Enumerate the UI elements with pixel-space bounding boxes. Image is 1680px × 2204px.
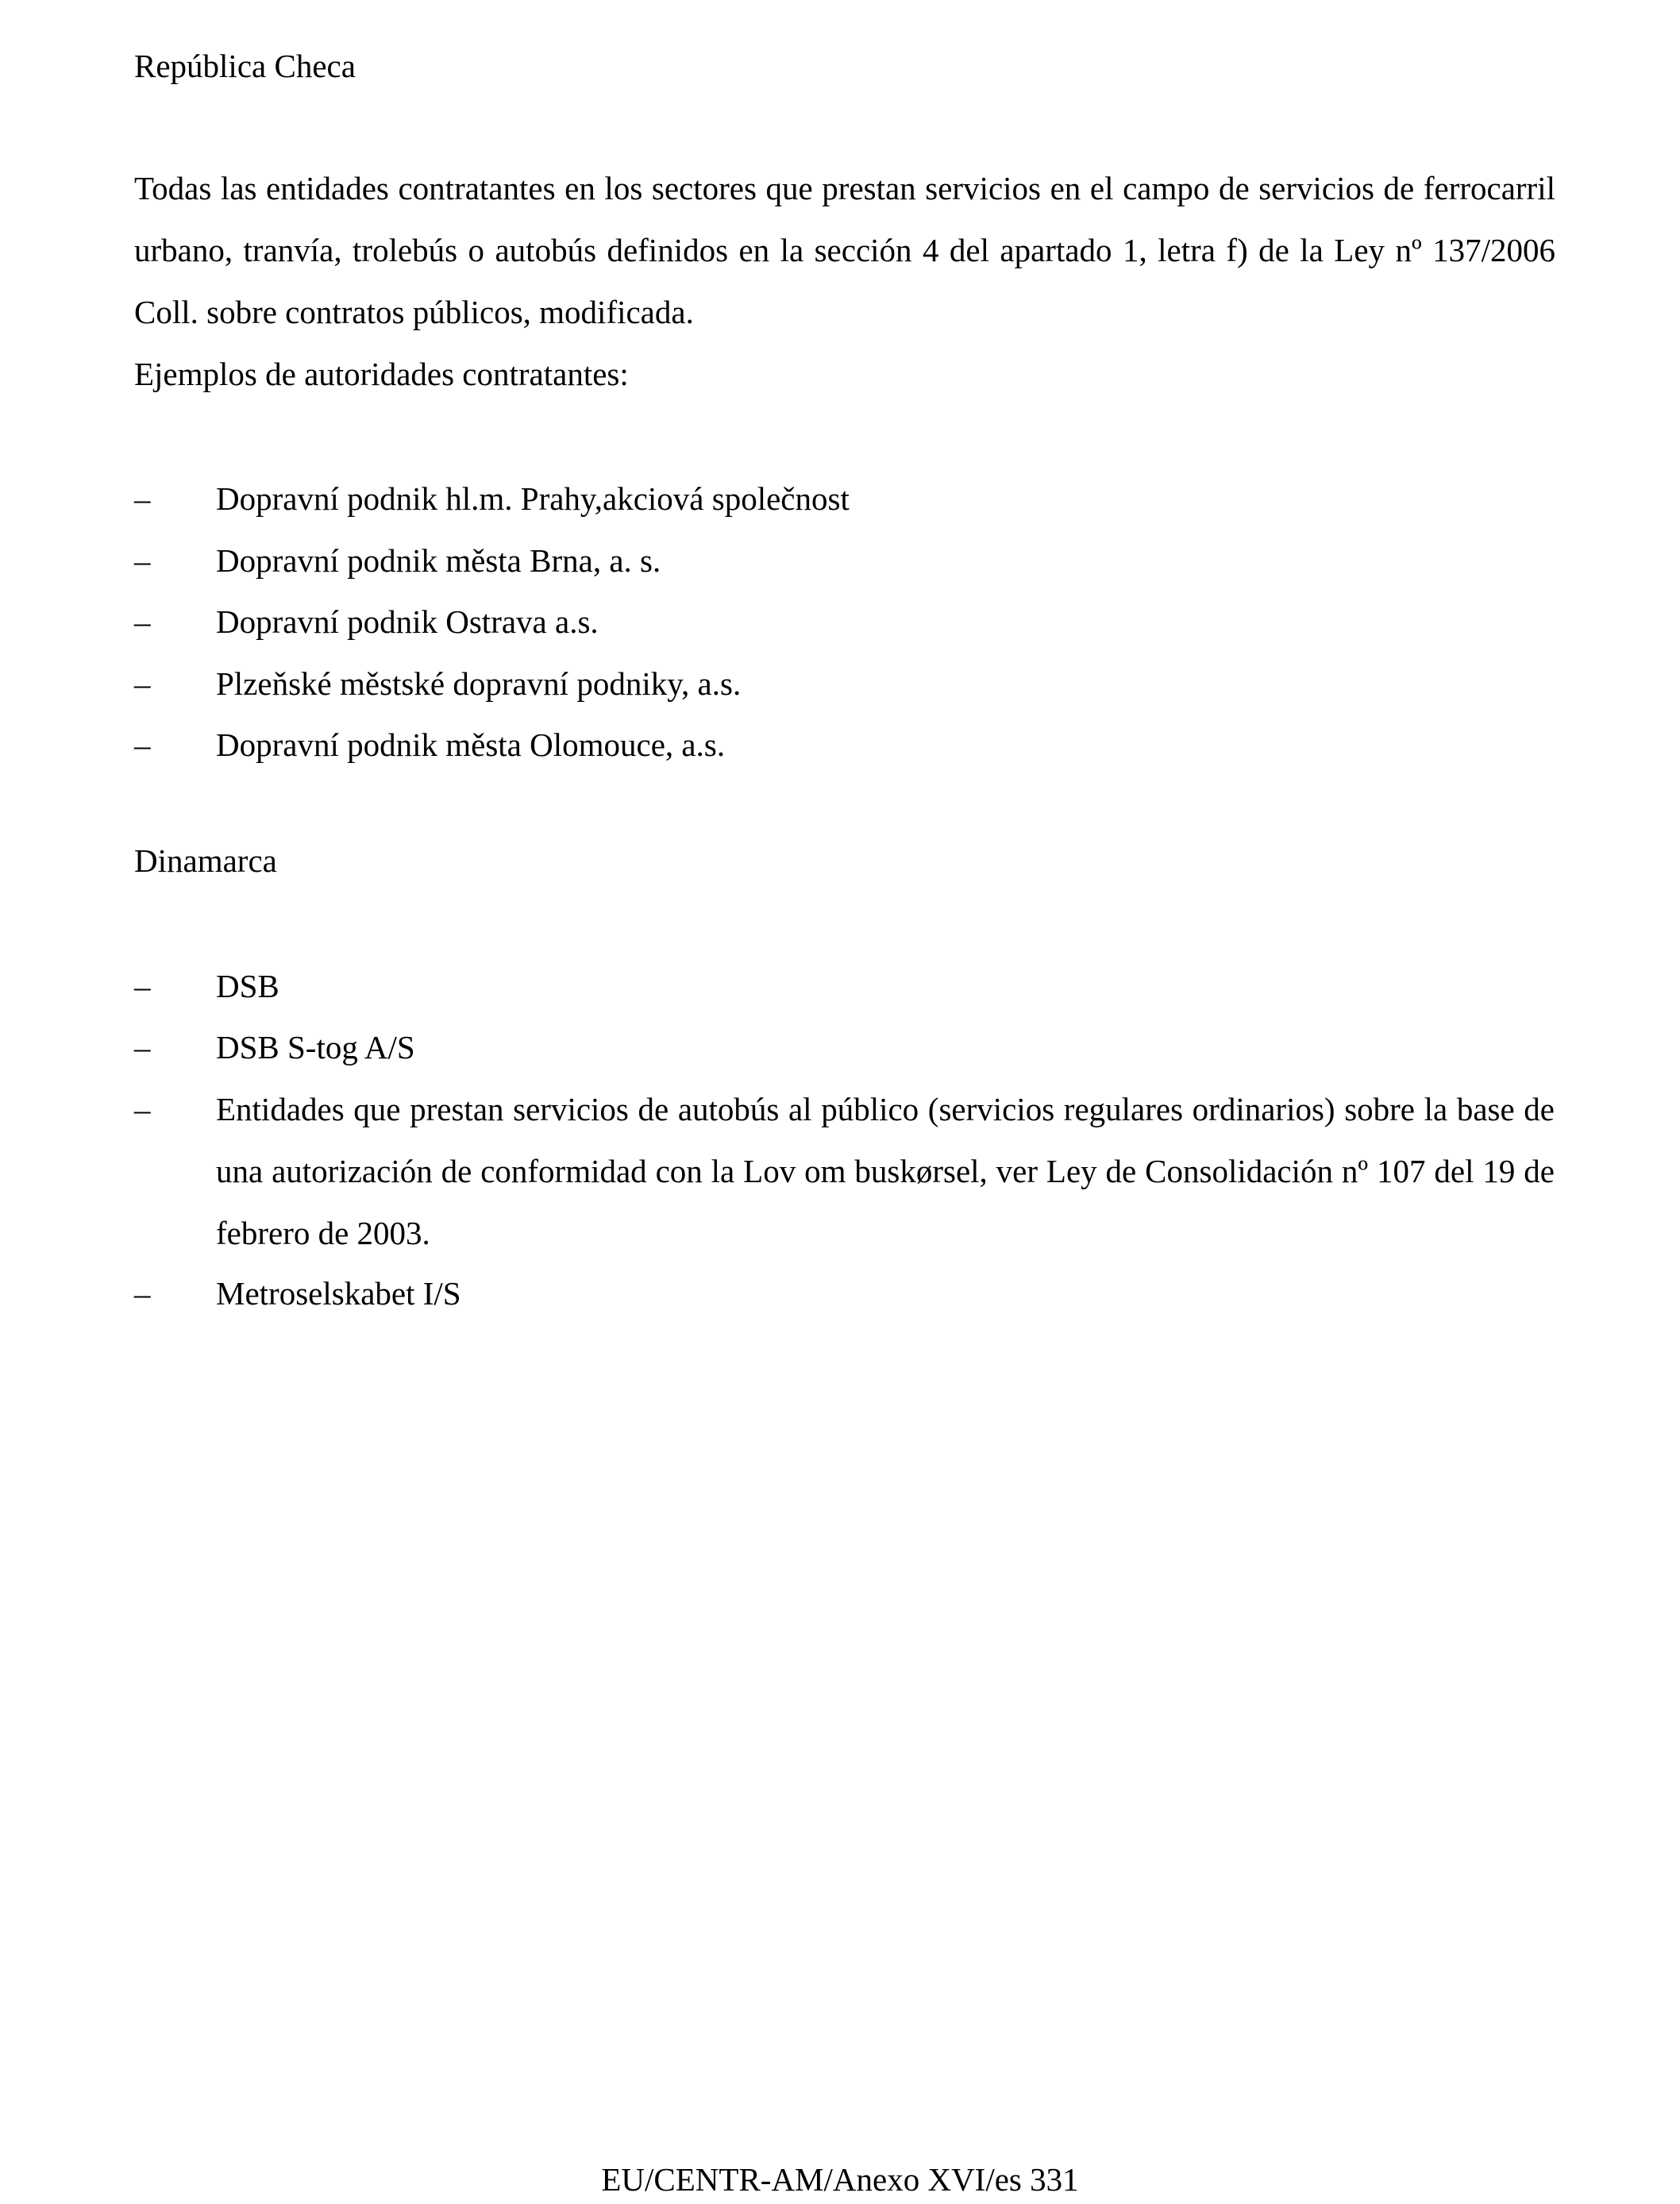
dash-bullet: – — [134, 1091, 151, 1127]
list-item-text: Dopravní podnik města Brna, a. s. — [216, 542, 661, 579]
section-heading-denmark: Dinamarca — [134, 842, 277, 879]
dash-bullet: – — [134, 726, 151, 763]
list-item-text: Dopravní podnik města Olomouce, a.s. — [216, 726, 726, 763]
page-footer: EU/CENTR-AM/Anexo XVI/es 331 — [601, 2161, 1079, 2198]
examples-label: Ejemplos de autoridades contratantes: — [134, 356, 629, 392]
list-item-text: DSB — [216, 968, 279, 1004]
list-item-text: Metroselskabet I/S — [216, 1275, 461, 1312]
list-item-text: Dopravní podnik Ostrava a.s. — [216, 603, 599, 640]
section-heading-czech-republic: República Checa — [134, 48, 356, 84]
list-item-text: Entidades que prestan servicios de autobús al público (servicios regulares ordinarios) sobre la base de una autorización de conformidad con la Lov om buskørsel, ver Ley de Consolidación nº 107 del 19 de febrero de 2003. — [216, 1091, 1555, 1251]
dash-bullet: – — [134, 542, 151, 579]
dash-bullet: – — [134, 480, 151, 517]
paragraph-czech-entities: Todas las entidades contratantes en los sectores que prestan servicios en el campo de servicios de ferrocarril urbano, tranvía, trolebús o autobús definidos en la sección 4 del apartado 1, letra f) de la Ley nº 137/2006 Coll. sobre contratos públicos, modificada. — [134, 170, 1555, 330]
dash-bullet: – — [134, 1275, 151, 1312]
list-item-text: Dopravní podnik hl.m. Prahy,akciová společnost — [216, 480, 850, 517]
list-item-text: DSB S-tog A/S — [216, 1029, 415, 1065]
list-item-text: Plzeňské městské dopravní podniky, a.s. — [216, 665, 742, 702]
dash-bullet: – — [134, 968, 151, 1004]
dash-bullet: – — [134, 665, 151, 702]
dash-bullet: – — [134, 603, 151, 640]
dash-bullet: – — [134, 1029, 151, 1065]
